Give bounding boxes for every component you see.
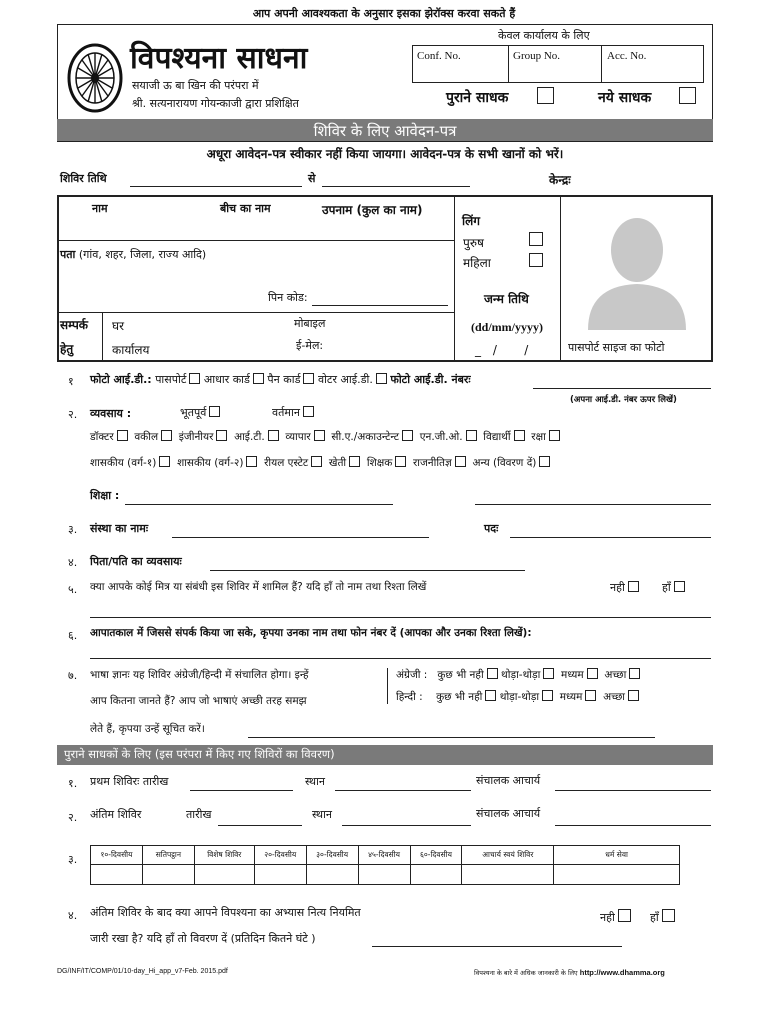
teacher-checkbox[interactable] [395, 456, 406, 467]
table-cell[interactable] [358, 865, 410, 885]
female-checkbox[interactable] [529, 253, 543, 267]
hindi-good-checkbox[interactable] [628, 690, 639, 701]
occupation-label: व्यवसाय : [90, 407, 132, 420]
occupation-former: भूतपूर्व [180, 405, 220, 420]
footer-url[interactable]: http://www.dhamma.org [579, 968, 665, 977]
defence-checkbox[interactable] [549, 430, 560, 441]
practice-question-1: अंतिम शिविर के बाद क्या आपने विपश्यना का अभ्यास नित्य नियमित [90, 906, 361, 919]
q5-yes: हाँ [662, 580, 685, 595]
practice-no: नही [600, 909, 631, 925]
name-label: नाम [92, 202, 108, 215]
photo-id-label: फोटो आई.डी.: [90, 373, 152, 386]
english-little-checkbox[interactable] [543, 668, 554, 679]
practice-yes: हाँ [650, 909, 675, 925]
english-good-checkbox[interactable] [629, 668, 640, 679]
photo-id-number-label: फोटो आई.डी. नंबरः [390, 373, 471, 386]
subtitle-teacher: श्री. सत्यनारायण गोयन्काजी द्वारा प्रशिक्षित [132, 97, 299, 110]
photo-id-number-field[interactable] [533, 388, 711, 389]
id-opt-passport: पासपोर्ट [155, 373, 187, 386]
contact-label-2: हेतु [60, 342, 74, 356]
table-header: ३०-दिवसीय [306, 846, 358, 865]
voter-id-checkbox[interactable] [376, 373, 387, 384]
male-label: पुरुष [463, 236, 484, 250]
female-label: महिला [463, 256, 491, 270]
contact-label-1: सम्पर्क [60, 318, 88, 332]
institution-field[interactable] [172, 537, 429, 538]
business-checkbox[interactable] [314, 430, 325, 441]
practice-details-field[interactable] [372, 946, 622, 947]
first-course-label: प्रथम शिविरः तारीख [90, 775, 169, 788]
it-checkbox[interactable] [268, 430, 279, 441]
q4-number: ४. [68, 556, 78, 569]
office-use-label: केवल कार्यालय के लिए [498, 29, 590, 42]
hindi-little-checkbox[interactable] [542, 690, 553, 701]
q6-number: ६. [68, 629, 78, 642]
parent-occupation-label: पिता/पति का व्यवसायः [90, 555, 182, 568]
first-course-teacher-field[interactable] [555, 790, 711, 791]
last-course-teacher-label: संचालक आचार्य [476, 807, 541, 820]
english-none-checkbox[interactable] [487, 668, 498, 679]
last-course-place-label: स्थान [312, 808, 333, 821]
institution-label: संस्था का नामः [90, 522, 149, 535]
table-header: १०-दिवसीय [91, 846, 143, 865]
new-student-label: नये साधक [598, 90, 652, 106]
politician-checkbox[interactable] [455, 456, 466, 467]
table-cell[interactable] [410, 865, 462, 885]
education-field[interactable] [125, 504, 393, 505]
q3-number: ३. [68, 523, 78, 536]
email-label: ई-मेल: [296, 339, 324, 352]
acc-no-label: Acc. No. [607, 50, 647, 62]
course-date-label: शिविर तिथि [60, 172, 107, 185]
last-course-number: २. [68, 811, 78, 824]
practice-question-2: जारी रखा है? यदि हाँ तो विवरण दें (प्रतिदिन कितने घंटे ) [90, 932, 316, 945]
hindi-row: हिन्दी : कुछ भी नही थोड़ा-थोड़ा मध्यम अच्छा [396, 690, 639, 704]
doctor-checkbox[interactable] [117, 430, 128, 441]
table-cell[interactable] [306, 865, 358, 885]
emergency-contact-field[interactable] [90, 658, 711, 659]
footer-info: विपश्यना के बारे में अधिक जानकारी के लिए http://www.dhamma.org [474, 968, 665, 977]
govt-class1-checkbox[interactable] [159, 456, 170, 467]
practice-yes-checkbox[interactable] [662, 909, 675, 922]
last-course-date-field[interactable] [218, 825, 302, 826]
former-checkbox[interactable] [209, 406, 220, 417]
q5-no-checkbox[interactable] [628, 581, 639, 592]
old-students-title: पुराने साधकों के लिए (इस परंपरा में किए गए शिविरों का विवरण) [64, 747, 335, 761]
post-label: पदः [484, 522, 499, 535]
lawyer-checkbox[interactable] [161, 430, 172, 441]
hindi-medium-checkbox[interactable] [585, 690, 596, 701]
ngo-checkbox[interactable] [466, 430, 477, 441]
old-student-label: पुराने साधक [446, 90, 509, 106]
table-header: २०-दिवसीय [254, 846, 306, 865]
table-header: आचार्य स्वयं शिविर [462, 846, 554, 865]
table-cell[interactable] [91, 865, 143, 885]
passport-checkbox[interactable] [189, 373, 200, 384]
male-checkbox[interactable] [529, 232, 543, 246]
photo-placeholder-icon [584, 212, 690, 330]
footer-doc-id: DG/INF/IT/COMP/01/10-day_Hi_app_v7-Feb. 2015.pdf [57, 968, 228, 975]
office-phone-label: कार्यालय [112, 343, 150, 357]
table-cell[interactable] [554, 865, 680, 885]
language-details-field[interactable] [248, 737, 655, 738]
form-title: शिविर के लिए आवेदन-पत्र [313, 122, 457, 140]
courses-table [90, 845, 680, 885]
id-number-note: (अपना आई.डी. नंबर ऊपर लिखें) [570, 395, 677, 405]
practice-number: ४. [68, 909, 78, 922]
group-no-label: Group No. [513, 50, 561, 62]
last-course-teacher-field[interactable] [555, 825, 711, 826]
q5-no: नही [610, 580, 639, 595]
middle-name-label: बीच का नाम [220, 202, 271, 215]
last-course-label: अंतिम शिविर [90, 808, 142, 821]
first-course-place-label: स्थान [305, 775, 326, 788]
table-header: ४५-दिवसीय [358, 846, 410, 865]
from-to-label: से [308, 172, 316, 185]
page-title: विपश्यना साधना [130, 41, 308, 76]
education-field-2[interactable] [475, 504, 711, 505]
table-cell[interactable] [142, 865, 194, 885]
first-course-number: १. [68, 777, 78, 790]
occupation-row-1: डॉक्टर वकील इंजीनीयर आई.टी. व्यापार सी.ए./अकाउन्टेन्ट एन.जी.ओ. विद्यार्थी रक्षा [90, 430, 560, 444]
occupation-current: वर्तमान [272, 405, 314, 420]
emergency-contact-label: आपातकाल में जिससे संपर्क किया जा सके, कृपया उनका नाम तथा फोन नंबर दें (आपका और उनका रिश्ता लिखें): [90, 627, 532, 639]
q2-number: २. [68, 408, 78, 421]
farming-checkbox[interactable] [349, 456, 360, 467]
table-header: विशेष शिविर [194, 846, 254, 865]
address-label: पता (गांव, शहर, जिला, राज्य आदि) [60, 248, 207, 261]
language-line-1: भाषा ज्ञानः यह शिविर अंग्रेजी/हिन्दी में संचालित होगा। इन्हें [90, 669, 309, 681]
table-header: सतिपट्ठान [142, 846, 194, 865]
new-student-checkbox[interactable] [679, 87, 696, 104]
home-phone-label: घर [112, 319, 125, 333]
table-header: धर्म सेवा [554, 846, 680, 865]
course-date-from-field[interactable] [130, 186, 302, 187]
english-medium-checkbox[interactable] [587, 668, 598, 679]
q5-number: ५. [68, 583, 78, 596]
conf-no-label: Conf. No. [417, 50, 461, 62]
language-line-3: लेते हैं, कृपया उन्हें सूचित करें। [90, 723, 205, 735]
pincode-label: पिन कोड: [268, 291, 308, 304]
last-course-date-label: तारीख [186, 808, 212, 821]
mobile-label: मोबाइल [294, 317, 326, 330]
q1-number: १ [68, 375, 74, 388]
course-date-to-field[interactable] [322, 186, 470, 187]
header-note: आप अपनी आवश्यकता के अनुसार इसका झेरॉक्स करवा सकते हैं [252, 7, 516, 20]
pincode-field[interactable] [312, 305, 448, 306]
english-row: अंग्रेजी : कुछ भी नही थोड़ा-थोड़ा मध्यम अच्छा [396, 668, 640, 682]
first-course-place-field[interactable] [335, 790, 471, 791]
dob-field[interactable]: _ / / [475, 343, 533, 357]
govt-class2-checkbox[interactable] [246, 456, 257, 467]
friends-question: क्या आपके कोई मित्र या संबंधी इस शिविर में शामिल हैं? यदि हाँ तो नाम तथा रिश्ता लिखें [90, 581, 427, 593]
post-field[interactable] [510, 537, 711, 538]
q1-row [90, 372, 471, 387]
id-opt-voter: वोटर आई.डी. [317, 373, 373, 386]
id-opt-pan: पैन कार्ड [267, 373, 301, 386]
courses-table-number: ३. [68, 853, 78, 866]
old-student-checkbox[interactable] [537, 87, 554, 104]
dharma-wheel-icon [66, 42, 124, 114]
instruction: अधूरा आवेदन-पत्र स्वीकार नहीं किया जायगा। आवेदन-पत्र के सभी खानों को भरें। [206, 147, 564, 161]
hindi-none-checkbox[interactable] [485, 690, 496, 701]
surname-label: उपनाम (कुल का नाम) [322, 203, 423, 217]
aadhaar-checkbox[interactable] [253, 373, 264, 384]
ca-checkbox[interactable] [402, 430, 413, 441]
practice-no-checkbox[interactable] [618, 909, 631, 922]
dob-label: जन्म तिथि [484, 292, 529, 306]
subtitle-tradition: सयाजी ऊ बा खिन की परंपरा में [132, 79, 259, 92]
id-opt-aadhaar: आधार कार्ड [203, 373, 250, 386]
q7-number: ७. [68, 669, 78, 682]
date-format-hint: (dd/mm/yyyy) [471, 320, 543, 334]
last-course-place-field[interactable] [342, 825, 471, 826]
education-label: शिक्षा : [90, 489, 120, 502]
parent-occupation-field[interactable] [210, 570, 525, 571]
student-checkbox[interactable] [514, 430, 525, 441]
real-estate-checkbox[interactable] [311, 456, 322, 467]
gender-label: लिंग [462, 214, 481, 228]
centre-label: केन्द्रः [549, 173, 571, 187]
occupation-row-2: शासकीय (वर्ग-१) शासकीय (वर्ग-२) रीयल एस्टेट खेती शिक्षक राजनीतिज्ञ अन्य (विवरण दें) [90, 456, 550, 470]
photo-label: पासपोर्ट साइज का फोटो [568, 341, 665, 354]
table-cell[interactable] [462, 865, 554, 885]
other-checkbox[interactable] [539, 456, 550, 467]
q5-yes-checkbox[interactable] [674, 581, 685, 592]
engineer-checkbox[interactable] [216, 430, 227, 441]
friends-details-field[interactable] [90, 617, 711, 618]
current-checkbox[interactable] [303, 406, 314, 417]
first-course-teacher-label: संचालक आचार्य [476, 774, 541, 787]
table-cell[interactable] [194, 865, 254, 885]
language-line-2: आप कितना जानते हैं? आप जो भाषाएं अच्छी तरह समझ [90, 695, 307, 707]
pan-checkbox[interactable] [303, 373, 314, 384]
table-cell[interactable] [254, 865, 306, 885]
table-header: ६०-दिवसीय [410, 846, 462, 865]
first-course-date-field[interactable] [190, 790, 293, 791]
